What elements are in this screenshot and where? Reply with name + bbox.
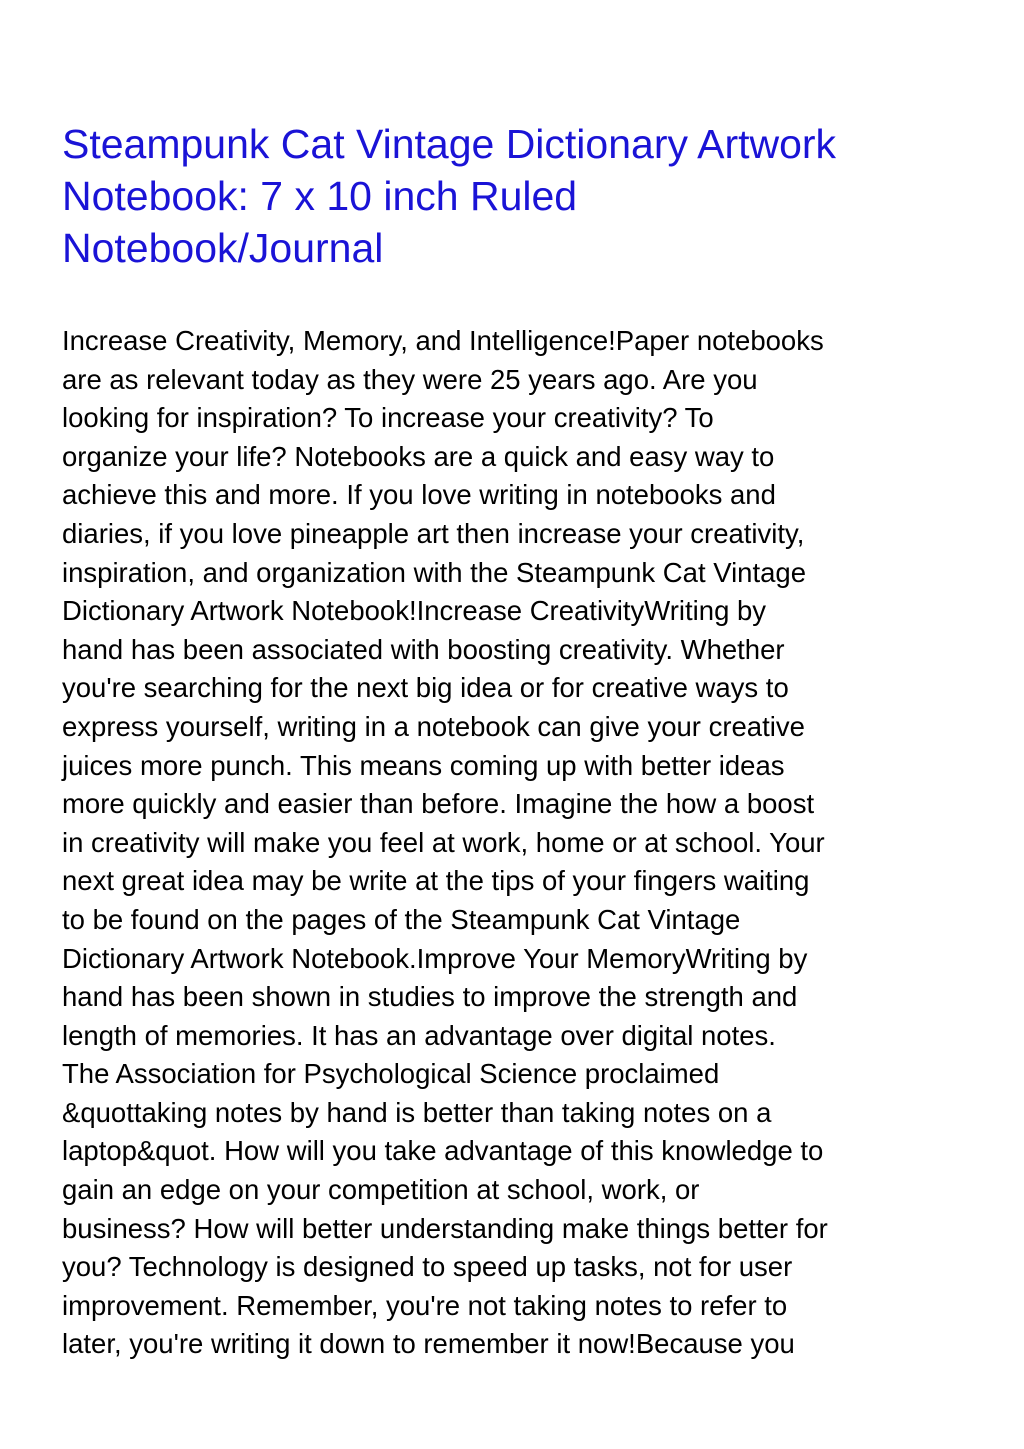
document-body: [62, 322, 828, 1364]
body-line: juices more punch. This means coming up with better ideas: [62, 749, 785, 781]
body-line: Dictionary Artwork Notebook!Increase CreativityWriting by: [62, 595, 767, 627]
body-line: hand has been shown in studies to improve the strength and: [62, 981, 798, 1013]
body-line: Dictionary Artwork Notebook.Improve Your MemoryWriting by: [62, 942, 808, 974]
body-line: laptop&quot. How will you take advantage of this knowledge to: [62, 1135, 824, 1167]
body-line: improvement. Remember, you're not taking notes to refer to: [62, 1289, 788, 1321]
body-line: next great idea may be write at the tips of your fingers waiting: [62, 865, 810, 897]
body-line: inspiration, and organization with the Steampunk Cat Vintage: [62, 556, 806, 588]
body-line: The Association for Psychological Science proclaimed: [62, 1058, 720, 1090]
body-line: are as relevant today as they were 25 years ago. Are you: [62, 363, 758, 395]
body-line: length of memories. It has an advantage over digital notes.: [62, 1019, 776, 1051]
body-line: Increase Creativity, Memory, and Intelligence!Paper notebooks: [62, 325, 824, 356]
title-line: Notebook/Journal: [62, 225, 384, 271]
body-line: &quottaking notes by hand is better than taking notes on a: [62, 1096, 772, 1128]
body-line: express yourself, writing in a notebook can give your creative: [62, 710, 805, 742]
body-line: organize your life? Notebooks are a quick and easy way to: [62, 440, 775, 472]
body-line: gain an edge on your competition at school, work, or: [62, 1174, 700, 1206]
title-line: Steampunk Cat Vintage Dictionary Artwork: [62, 121, 837, 167]
body-line: you? Technology is designed to speed up tasks, not for user: [62, 1251, 793, 1283]
body-line: more quickly and easier than before. Imagine the how a boost: [62, 788, 815, 820]
body-line: business? How will better understanding make things better for: [62, 1212, 828, 1244]
body-line: to be found on the pages of the Steampunk Cat Vintage: [62, 903, 741, 935]
body-line: you're searching for the next big idea or for creative ways to: [62, 672, 789, 704]
body-line: hand has been associated with boosting creativity. Whether: [62, 633, 785, 665]
body-line: achieve this and more. If you love writing in notebooks and: [62, 479, 776, 511]
body-line: later, you're writing it down to remember it now!Because you: [62, 1328, 795, 1360]
body-line: in creativity will make you feel at work, home or at school. Your: [62, 826, 825, 858]
body-line: diaries, if you love pineapple art then increase your creativity,: [62, 517, 805, 549]
title-line: Notebook: 7 x 10 inch Ruled: [62, 173, 578, 219]
document-title: [62, 118, 836, 274]
body-line: looking for inspiration? To increase your creativity? To: [62, 402, 714, 434]
